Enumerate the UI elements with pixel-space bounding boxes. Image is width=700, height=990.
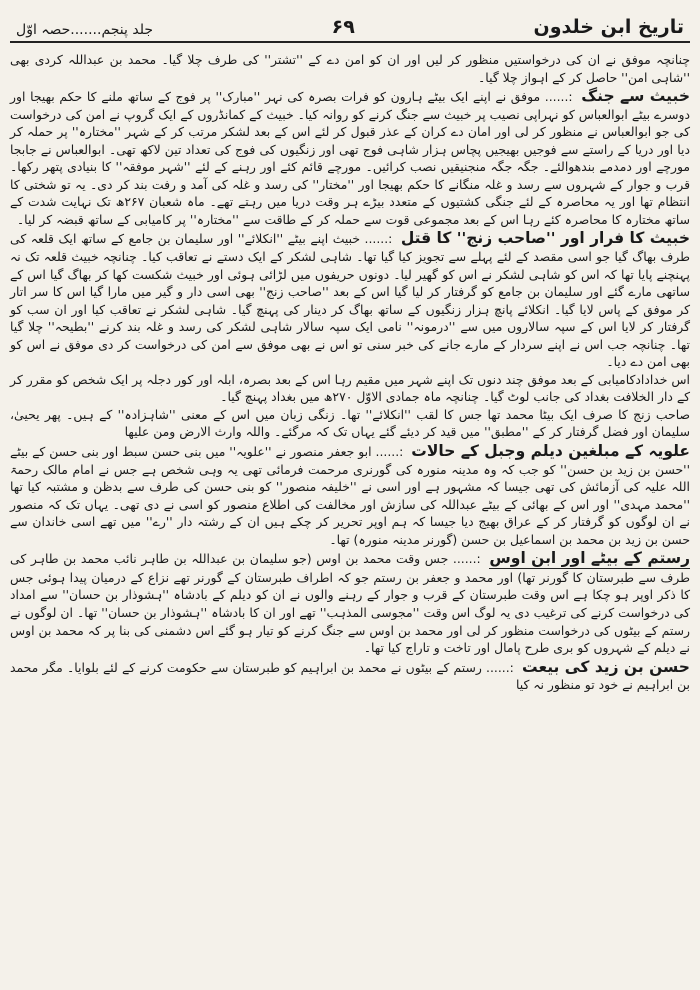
paragraph-text: :...... موفق نے اپنے ایک بیٹے ہارون کو فرات بصرہ کی نہر ''مبارک'' پر فوج کے ساتھ ملنے کا حکم بھیجا اور دوسرے بیٹے ابوالعباس کو نہراپی نصیب پر خبیث سے جنگ کرنے کو روانہ کیا۔ خبیث کے کمانڈروں کے ایک گروپ نے امن کی درخواست کی جو ابوالعباس نے منظور کر لی اور امان دے کران کے عذر قبول کر لئے اس کے بعد لشکر مرتب کر کے شہر ''مختارہ'' پر حملہ کر دیا اور دریا کے راستے سے فوجیں بھیجیں پچاس ہزار شاہی فوج تھی اور زنگیوں کی فوج کی تعداد تین لاکھ تھی۔ ابوالعباس نے جابجا مورچے اور دمدمے بندھوالئے۔ جگہ جگہ منجنیقیں نصب کرائیں۔ مورچے قائم کئے اور رہنے کے لئے ''شہر موفقہ'' کا بنیادی پتھر رکھا۔ قرب و جوار کے شہروں سے رسد و غلہ منگانے کا حکم بھیجا اور ''مختار'' کی رسد و غلہ کی آمد و رفت بند کر دی۔ یہ تو شختی کا انتظام تھا اور یہ محاصرہ کے لئے جنگی کشتیوں کے متعدد بیڑے ہر وقت دریا میں رہتے تھے۔ ماہ شعبان ۲۶۷ھ تک نہایت شدت کے ساتھ مختارہ کا محاصرہ کئے رہا اس کے بعد مجموعی قوت سے حملہ کر کے طاقت سے ''مختارہ'' پر کامیابی کے ساتھ قبضہ کر لیا۔ <box>10 89 690 227</box>
paragraph-text: :...... رستم کے بیٹوں نے محمد بن ابراہیم کو طبرستان سے حکومت کرنے کے لئے بلوایا۔ مگر محمد بن ابراہیم نے خود تو منظور نہ کیا <box>10 659 690 693</box>
paragraph-text: :...... جس وقت محمد بن اوس (جو سلیمان بن عبداللہ بن طاہر نائب محمد بن طاہر کی طرف سے طبرستان کا گورنر تھا) اور محمد و جعفر بن رستم جو کہ اطراف طبرستان کے گورنر تھے نزاع کے درمیان پیدا ہوئی جس کا ذکر اوپر ہو چکا ہے اس وقت طبرستان کے قرب و جوار کے رہنے والوں نے ان کو دیلم کے بادشاہ ''ہشوذار بن حسان'' سے امداد کی درخواست کرنے کی ترغیب دی یہ لوگ اس وقت ''مجوسی المذہب'' تھے اور ان کا بادشاہ ''ہشوذار بن حسان'' تھا۔ ان لوگوں نے رستم کے بیٹوں کی درخواست منظور کر لی اور محمد بن اوس سے جنگ کرنے کو تیار ہو گئے اس دشمنی کی بنا پر کہ محمد بن اوس نے دیلم کے شہروں کو بری طرح پامال اور تاخت و تاراج کیا تھا۔ <box>10 551 690 656</box>
paragraph-text: چنانچہ موفق نے ان کی درخواستیں منظور کر لیں اور ان کو امن دے کے ''تشتر'' کی طرف چلا گیا۔ محمد بن عبداللہ کردی بھی ''شاہی امن'' حاصل کر کے اہواز چلا گیا۔ <box>10 52 690 85</box>
section-heading: رستم کے بیٹے اور ابن اوس <box>489 549 690 568</box>
section-heading: خبیث سے جنگ <box>581 87 690 106</box>
section-heading: علویہ کے مبلغین دیلم وجبل کے حالات <box>411 442 690 461</box>
paragraph <box>10 659 690 694</box>
page-number: ۶۹ <box>331 16 355 38</box>
paragraph <box>10 406 690 441</box>
paragraph <box>10 88 690 228</box>
section-heading: خبیث کا فرار اور ''صاحب زنج'' کا قتل <box>400 229 690 248</box>
paragraph <box>10 550 690 656</box>
paragraph-text: اس خدادادکامیابی کے بعد موفق چند دنوں تک اپنے شہر میں مقیم رہا اس کے بعد بصرہ، ابلہ اور کور دجلہ پر ایک شخص کو مقرر کر کے دار الخلافت بغداد کی جانب لوٹ گیا۔ چنانچہ ماہ جمادی الاوّل ۲۷۰ھ میں بغداد پہنچ گیا۔ <box>10 371 690 405</box>
paragraph <box>10 443 690 548</box>
paragraph <box>10 230 690 370</box>
paragraph-text: :...... ابو جعفر منصور نے ''علویہ'' میں بنی حسن سبط اور بنی حسن کے بیٹے ''حسن بن زید بن حسن'' کو جب کہ وہ مدینہ منورہ کی گورنری مرحمت فرمائی تھی یہ وہی شخص ہے جس نے امام مالک رحمۃ اللہ علیہ کی آزمائش کی تھی جیسا کہ مشہور ہے اور اسی نے ''خلیفہ منصور'' کو بنی حسن کی طرف سے بدظن و مشتبہ کیا تھا ''محمد مہدی'' اور اس کے بھائی کے بیٹے عبداللہ کی سازش اور مخالفت کی اطلاع منصور کو اسی نے دی تھی۔ یہاں تک کہ منصور نے ان لوگوں کو گرفتار کر کے عراق بھیج دیا جیسا کہ ہم اوپر تحریر کر چکے ہیں ان کے رشتہ دار ''رے'' میں تھے اسی خاندان سے حسن بن زید بن محمد بن اسماعیل بن حسن (گورنر مدینہ منورہ) تھا۔ <box>10 444 690 547</box>
paragraph-text: صاحب زنج کا صرف ایک بیٹا محمد تھا جس کا لقب ''انکلائے'' تھا۔ زنگی زبان میں اس کے معنی ''شاہزادہ'' کے ہیں۔ پھر یحییٰ، سلیمان اور فضل گرفتار کر کے ''مطبق'' میں قید کر دیئے گئے یہاں تک کہ مرگئے۔ واللہ وارث الارض ومن علیھا <box>10 406 690 440</box>
book-title: تاریخ ابن خلدون <box>533 16 684 38</box>
page-body <box>10 51 690 694</box>
volume-label: جلد پنجم.......حصہ اوّل <box>16 22 154 38</box>
paragraph <box>10 371 690 406</box>
section-heading: حسن بن زید کی بیعت <box>522 657 690 676</box>
paragraph <box>10 51 690 86</box>
page-header <box>10 8 690 43</box>
paragraph-text: :...... خبیث اپنے بیٹے ''انکلائے'' اور سلیمان بن جامع کے ساتھ ایک قلعہ کی طرف بھاگ گیا جو اسی مقصد کے لئے پہلے سے تجویز کیا گیا تھا۔ شاہی لشکر کے ایک دستے نے تعاقب کیا۔ چنانچہ خبیث قلعہ تک نہ پہنچنے پایا تھا کہ اس کو شاہی لشکر نے اس کو گھیر لیا۔ دونوں حریفوں میں لڑائی ہوئی اور خبیث شکست کھا کر بھاگ گیا اس کے ساتھی مارے گئے اور سلیمان بن جامع کو گرفتار کر لیا گیا اس کے بعد ''صاحب زنج'' بھی اسی دار و گیر میں مارا گیا اس کا سر اتار کر موفق کے پاس لایا گیا۔ انکلائے پانچ ہزار زنگیوں کے ساتھ بھاگ کر دینار کی پہنچ گیا۔ شاہی لشکر نے تعاقب کیا اور ان سب کو گرفتار کر لایا اس کے سپہ سالاروں میں سے ''درمونہ'' نامی ایک سپہ سالار شاہی لشکر کی رسد و غلہ بند کرنے ''بطیحہ'' چلا گیا تھا۔ چنانچہ جب اس نے اپنے سردار کے مارے جانے کی خبر سنی تو اس نے بھی موفق سے امن کی درخواست کر دی موفق نے اس کو بھی امن دے دیا۔ <box>10 231 690 370</box>
